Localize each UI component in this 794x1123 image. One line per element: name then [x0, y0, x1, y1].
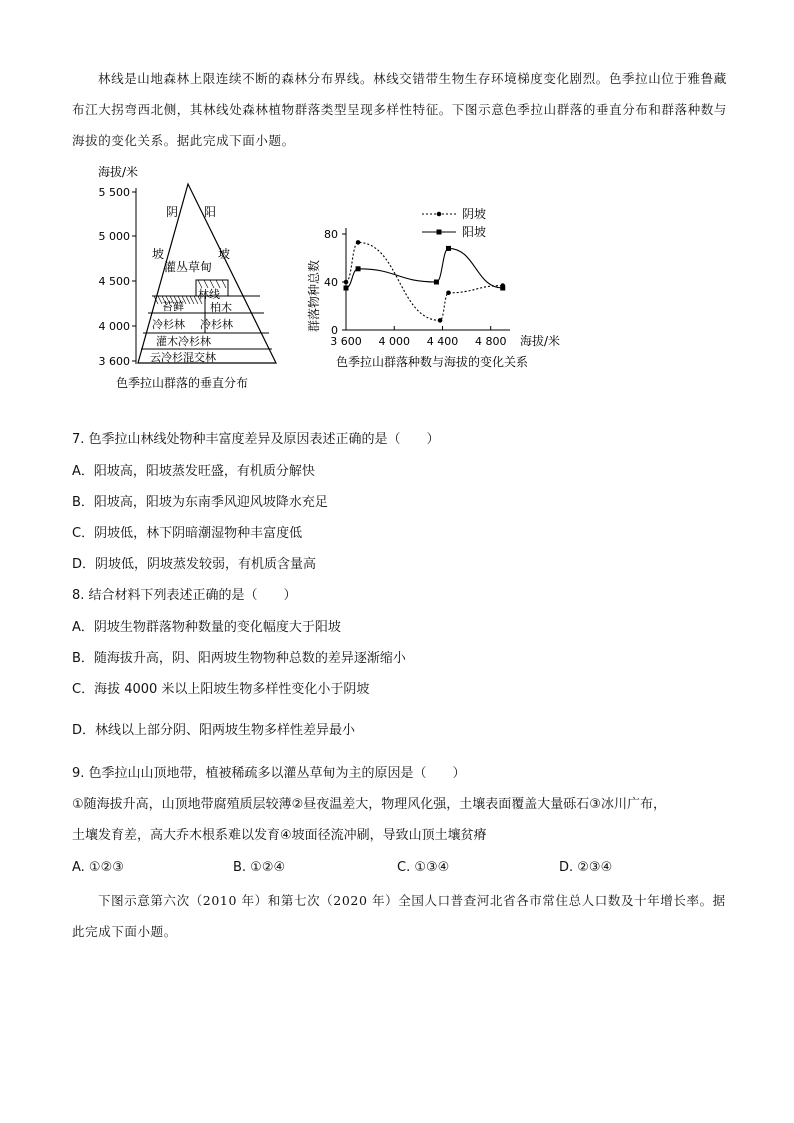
- q8-option-c[interactable]: C．海拔 4000 米以上阳坡生物多样性变化小于阴坡: [72, 682, 370, 697]
- label-sun: 阳: [204, 205, 217, 219]
- label-fir-left: 冷杉林: [152, 318, 185, 331]
- label-mixed-forest: 云冷杉混交林: [150, 351, 216, 364]
- y-tick-label: 40: [324, 276, 338, 289]
- y-tick-label: 80: [324, 228, 338, 241]
- chart-series: [344, 240, 506, 323]
- fig1-caption: 色季拉山群落的垂直分布: [116, 376, 249, 390]
- x-tick-label: 4 400: [426, 335, 459, 348]
- q7-option-c[interactable]: C．阴坡低，林下阴暗潮湿物种丰富度低: [72, 526, 303, 541]
- legend-marker: [437, 212, 442, 217]
- chart-x-ticks: [330, 326, 506, 348]
- sun-point: [446, 246, 451, 251]
- label-slope-left: 坡: [152, 247, 165, 261]
- chart-ylabel: 群落物种总数: [307, 259, 321, 332]
- chart-legend: [422, 206, 486, 239]
- shade-point: [438, 318, 443, 323]
- shade-point: [344, 280, 349, 285]
- series-line-1: [346, 248, 503, 288]
- shade-point: [446, 291, 451, 296]
- fig1-tick-5500: 5 500: [98, 186, 130, 199]
- question-9-stem: 9. 色季拉山山顶地带，植被稀疏多以灌丛草甸为主的原因是（ ）: [72, 766, 466, 781]
- q7-option-a[interactable]: A．阳坡高，阳坡蒸发旺盛，有机质分解快: [72, 464, 315, 479]
- label-moss: 苔藓: [162, 300, 184, 313]
- x-tick-label: 3 600: [330, 335, 362, 348]
- q7-option-d[interactable]: D．阴坡低，阴坡蒸发较弱，有机质含量高: [72, 557, 317, 572]
- q9-option-d[interactable]: D. ②③④: [559, 860, 613, 875]
- legend-label: 阳坡: [462, 225, 487, 239]
- q7-option-b[interactable]: B．阳坡高，阳坡为东南季风迎风坡降水充足: [72, 495, 328, 510]
- x-tick-label: 4 000: [378, 335, 410, 348]
- fig1-tick-5000: 5 000: [98, 230, 130, 243]
- label-treeline: 林线: [198, 288, 220, 301]
- sun-point: [434, 280, 439, 285]
- sun-point: [500, 286, 505, 291]
- label-shade: 阴: [166, 205, 179, 219]
- q8-option-a[interactable]: A．阴坡生物群落物种数量的变化幅度大于阳坡: [72, 620, 341, 635]
- q9-option-a[interactable]: A. ①②③: [72, 860, 124, 875]
- legend-marker: [437, 230, 442, 235]
- fig1-tick-4500: 4 500: [98, 275, 130, 288]
- chart-xlabel: 海拔/米: [520, 334, 561, 348]
- chart-y-ticks: [324, 228, 346, 337]
- fig1-y-ticks: [99, 186, 137, 368]
- label-juniper: 柏木: [210, 301, 232, 314]
- chart-caption: 色季拉山群落种数与海拔的变化关系: [336, 355, 529, 369]
- q8-option-b[interactable]: B．随海拔升高，阴、阳两坡生物物种总数的差异逐渐缩小: [72, 651, 406, 666]
- fig1-tick-4000: 4 000: [98, 320, 130, 333]
- fig1-tick-3600: 3 600: [98, 355, 130, 368]
- y-tick-label: 0: [331, 324, 338, 337]
- label-fir-right: 冷杉林: [200, 318, 233, 331]
- x-tick-label: 4 800: [474, 335, 507, 348]
- question-7-stem: 7. 色季拉山林线处物种丰富度差异及原因表述正确的是（ ）: [72, 432, 440, 447]
- label-slope-right: 坡: [218, 247, 231, 261]
- q8-option-d[interactable]: D．林线以上部分阴、阳两坡生物多样性差异最小: [72, 723, 356, 738]
- shade-point: [356, 240, 361, 245]
- intro-paragraph: 林线是山地森林上限连续不断的森林分布界线。林线交错带生物生存环境梯度变化剧烈。色季拉山位于雅鲁藏布江大拐弯西北侧，其林线处森林植物群落类型呈现多样性特征。下图示意色季拉山群落的垂直分布和群落种数与海拔的变化关系。据此完成下面小题。: [72, 71, 728, 148]
- q9-statement-line1: ①随海拔升高，山顶地带腐殖质层较薄②昼夜温差大，物理风化强，土壤表面覆盖大量砾石③冰川广布，: [72, 797, 666, 812]
- intro-paragraph-2: 下图示意第六次（2010 年）和第七次（2020 年）全国人口普查河北省各市常住总人口数及十年增长率。据此完成下面小题。: [72, 893, 726, 939]
- vertical-distribution-figure: [92, 158, 292, 398]
- fig1-y-title: 海拔/米: [98, 165, 139, 179]
- legend-label: 阴坡: [462, 207, 487, 221]
- label-shrub-meadow: 灌丛草甸: [164, 260, 213, 274]
- q9-option-c[interactable]: C. ①③④: [397, 860, 450, 875]
- question-8-stem: 8. 结合材料下列表述正确的是（ ）: [72, 588, 297, 603]
- sun-point: [344, 286, 349, 291]
- sun-point: [356, 266, 361, 271]
- label-shrub-fir: 灌木冷杉林: [156, 335, 211, 348]
- q9-statement-line2: 土壤发育差，高大乔木根系难以发育④坡面径流冲刷，导致山顶土壤贫瘠: [72, 828, 487, 843]
- species-altitude-chart: [300, 200, 580, 380]
- q9-option-b[interactable]: B. ①②④: [233, 860, 286, 875]
